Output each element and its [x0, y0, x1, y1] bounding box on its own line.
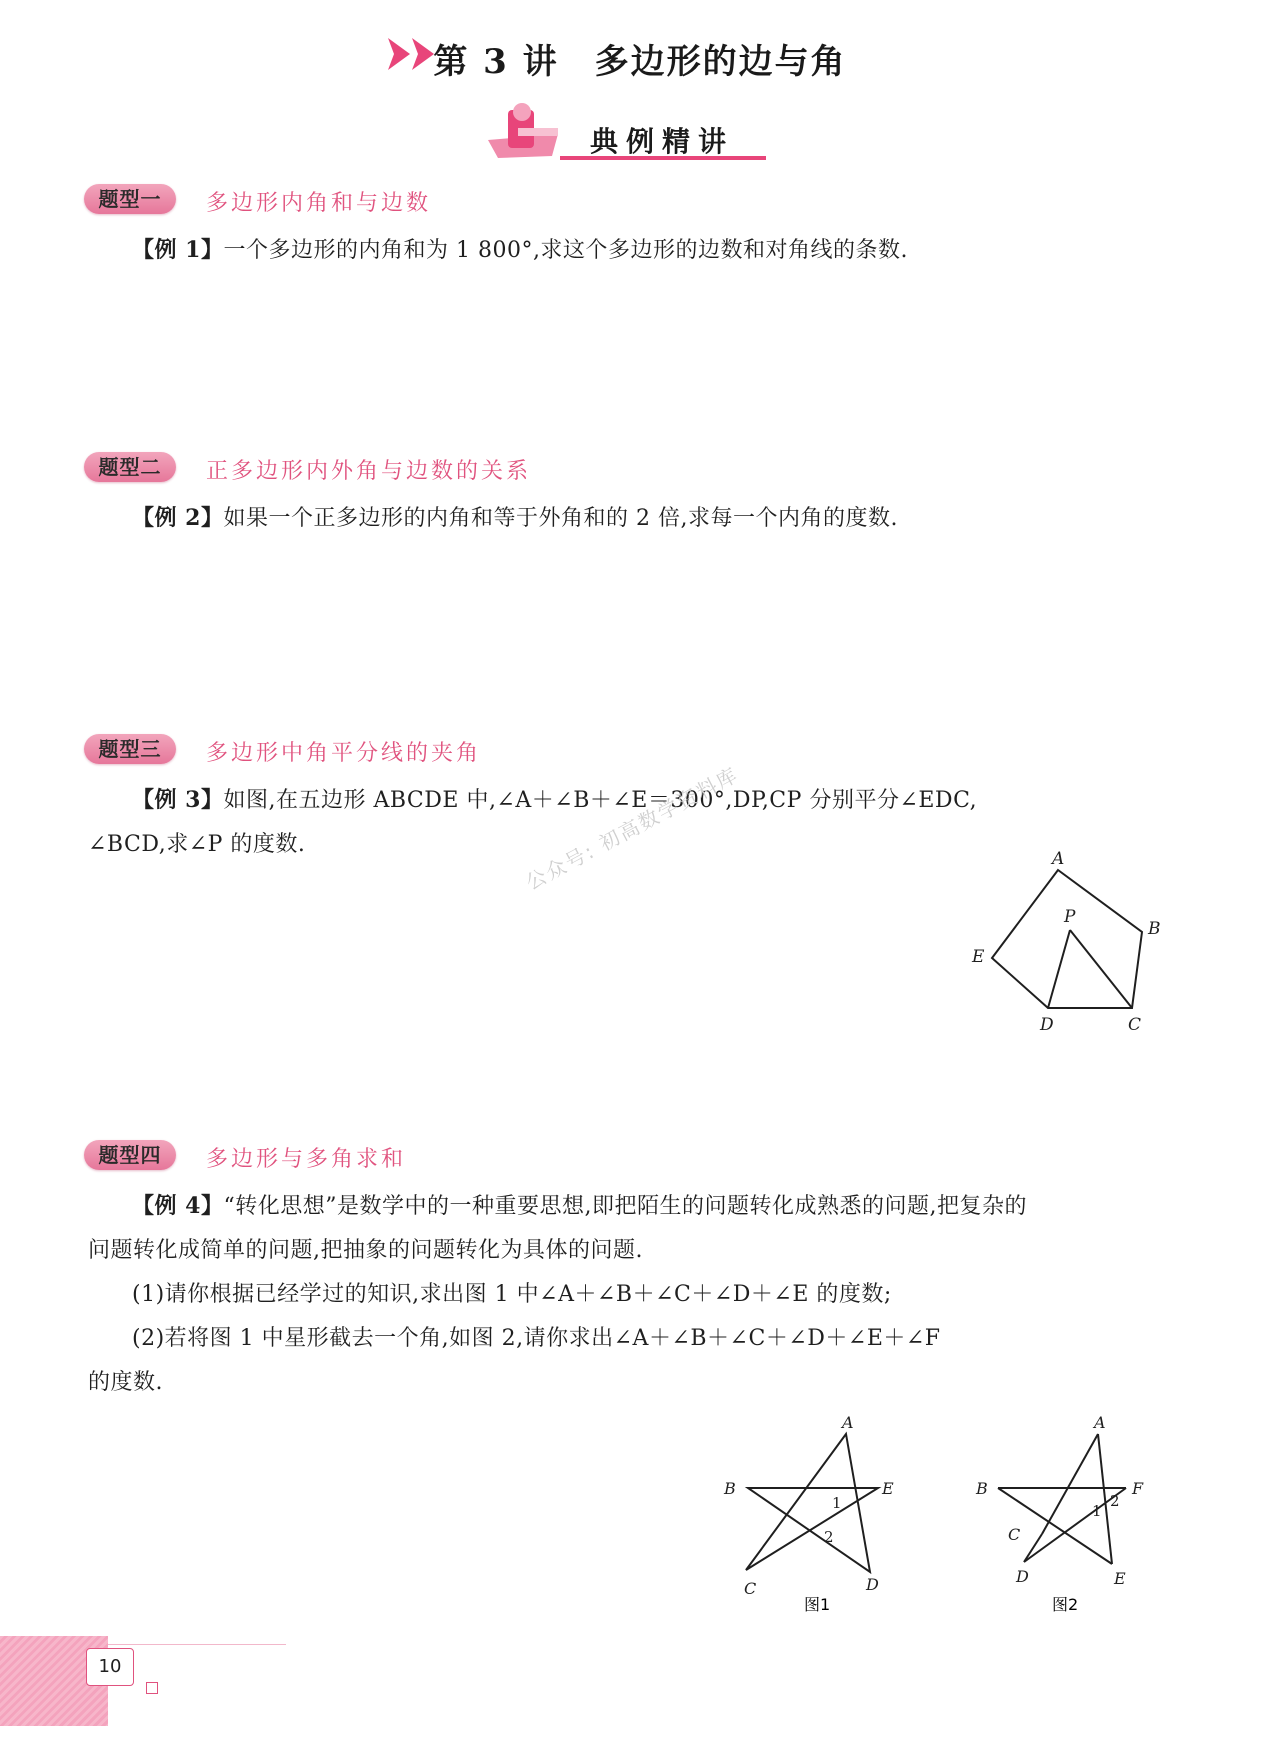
angle-label-1: 1	[832, 1494, 842, 1512]
type-badge-4: 题型四	[84, 1140, 176, 1170]
example-label: 【例 2】	[132, 505, 224, 531]
vertex-label-e: E	[882, 1479, 894, 1498]
vertex-label-a: A	[1094, 1413, 1106, 1432]
example-text: 的度数.	[88, 1370, 163, 1395]
vertex-label-d: D	[1040, 1015, 1054, 1035]
footer-square-icon	[146, 1682, 158, 1694]
example-text: (2)若将图 1 中星形截去一个角,如图 2,请你求出∠A＋∠B＋∠C＋∠D＋∠E＋∠F	[132, 1326, 941, 1351]
pentagon-figure	[970, 850, 1180, 1040]
vertex-label-f: F	[1132, 1479, 1144, 1498]
example-text: “转化思想”是数学中的一种重要思想,即把陌生的问题转化成熟悉的问题,把复杂的	[223, 1194, 1027, 1219]
vertex-label-c: C	[744, 1579, 757, 1598]
figure-caption-1: 图1	[804, 1595, 831, 1612]
topic-4: 多边形与多角求和	[206, 1147, 407, 1172]
star-figure-2	[968, 1412, 1158, 1612]
example-text: ∠BCD,求∠P 的度数.	[88, 832, 306, 857]
vertex-label-e: E	[1114, 1569, 1126, 1588]
example-2	[88, 496, 1168, 541]
type-badge-2: 题型二	[84, 452, 176, 482]
example-1	[88, 228, 1168, 273]
type-badge-3: 题型三	[84, 734, 176, 764]
example-label: 【例 3】	[132, 787, 224, 813]
topic-1: 多边形内角和与边数	[206, 191, 432, 216]
vertex-label-d: D	[1016, 1567, 1029, 1586]
example-text: (1)请你根据已经学过的知识,求出图 1 中∠A＋∠B＋∠C＋∠D＋∠E 的度数;	[132, 1282, 892, 1307]
angle-label-1: 1	[1092, 1502, 1102, 1520]
angle-label-2: 2	[1110, 1492, 1120, 1510]
example-label: 【例 4】	[132, 1193, 224, 1219]
watermark: 公众号: 初高数学资料库	[521, 762, 743, 895]
vertex-label-a: A	[1052, 850, 1065, 869]
star-figure-1	[720, 1412, 910, 1612]
vertex-label-c: C	[1128, 1015, 1142, 1035]
type-badge-1: 题型一	[84, 184, 176, 214]
vertex-label-b: B	[976, 1479, 988, 1498]
chapter-title	[0, 34, 1280, 83]
vertex-label-c: C	[1008, 1525, 1021, 1544]
angle-label-2: 2	[824, 1528, 834, 1546]
vertex-label-a: A	[842, 1413, 854, 1432]
vertex-label-e: E	[972, 947, 985, 967]
topic-2: 正多边形内外角与边数的关系	[206, 459, 532, 484]
chapter-label: 第 3 讲	[433, 42, 559, 82]
section-title: 典例精讲	[590, 125, 735, 158]
example-label: 【例 1】	[132, 237, 224, 263]
figure-caption-2: 图2	[1052, 1595, 1079, 1612]
chapter-name: 多边形的边与角	[594, 42, 847, 82]
page-number: 10	[86, 1648, 134, 1686]
example-text: 问题转化成简单的问题,把抽象的问题转化为具体的问题.	[88, 1238, 643, 1263]
example-4	[88, 1184, 1168, 1405]
vertex-label-b: B	[724, 1479, 736, 1498]
example-text: 如图,在五边形 ABCDE 中,∠A＋∠B＋∠E＝300°,DP,CP 分别平分∠EDC,	[223, 788, 978, 813]
vertex-label-d: D	[866, 1575, 879, 1594]
topic-3: 多边形中角平分线的夹角	[206, 741, 482, 766]
vertex-label-b: B	[1148, 919, 1161, 939]
example-text: 一个多边形的内角和为 1 800°,求这个多边形的边数和对角线的条数.	[223, 238, 908, 263]
vertex-label-p: P	[1064, 907, 1076, 927]
example-text: 如果一个正多边形的内角和等于外角和的 2 倍,求每一个内角的度数.	[223, 506, 898, 531]
